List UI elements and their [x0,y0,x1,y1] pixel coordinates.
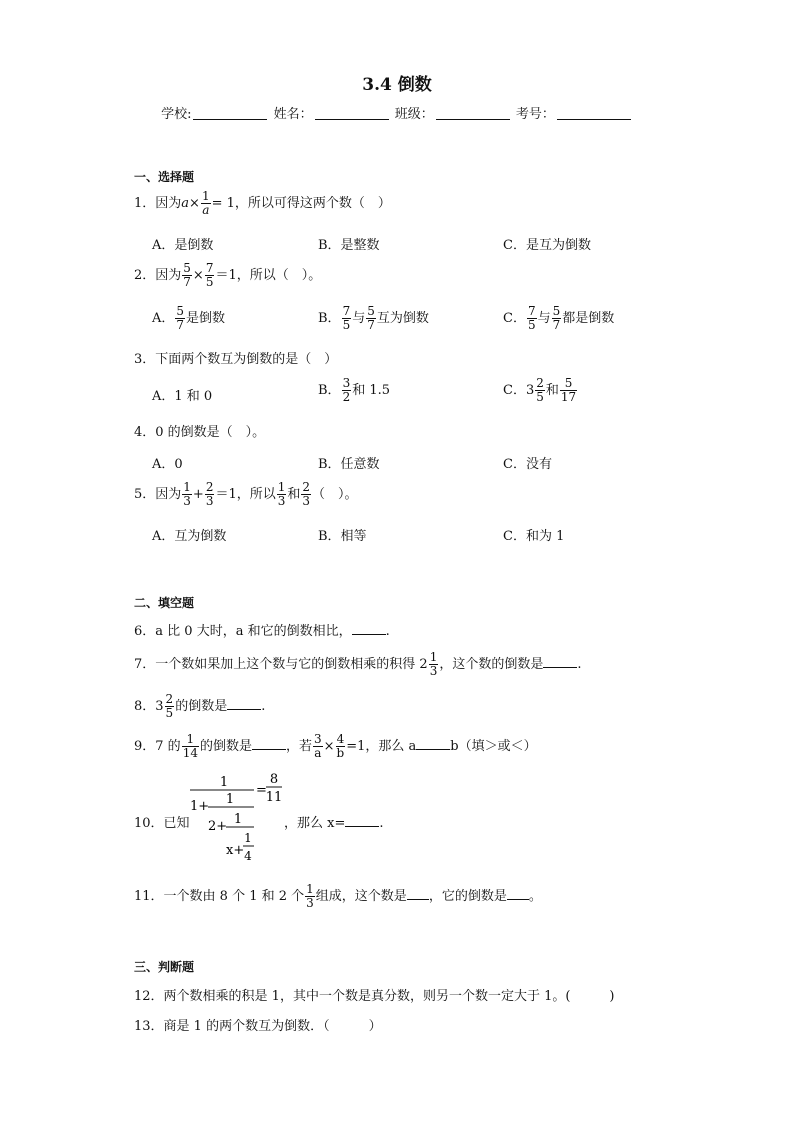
q3-b-num: 3 [342,376,351,390]
q4-option-c[interactable]: C．没有 [503,457,552,472]
q9-f3-den: b [336,746,345,760]
q10-quarter-num: 1 [244,831,252,845]
q3-c1-den: 5 [536,390,544,404]
q3-b-fraction [342,377,352,404]
q5-option-a[interactable]: A．互为倒数 [152,529,227,544]
question-6 [134,620,390,639]
question-8 [134,693,265,720]
q5-f4-num: 2 [302,480,311,494]
question-13: 13．商是 1 的两个数互为倒数．（ ） [134,1019,382,1034]
q5-option-c[interactable]: C．和为 1 [503,529,565,544]
q8-frac-den: 5 [165,706,174,720]
q5-f2-den: 3 [205,494,214,508]
q1-lead: 1．因为 [134,196,182,211]
q2-b1-num: 7 [342,304,351,318]
q9-f2-den: a [314,746,322,760]
q5-f4-den: 3 [302,494,311,508]
q11-text: 11．一个数由 8 个 1 和 2 个 [134,889,305,904]
q3-c-lead: C．3 [503,383,535,398]
q1-frac-num: 1 [201,189,210,203]
q10-mid-num: 1 [225,792,235,807]
q9-fraction-2 [313,733,323,760]
q9-fraction-3 [336,733,346,760]
q2-times: × [192,268,204,283]
school-blank[interactable] [193,107,267,120]
q1-option-a[interactable]: A．是倒数 [152,238,214,253]
q1-equals: = 1 [211,196,235,211]
q3-b-letter: B． [318,383,341,398]
q8-text: 的倒数是 [175,699,228,714]
q5-f3-den: 3 [277,494,286,508]
class-label: 班级： [394,107,434,122]
q3-c1-num: 2 [536,376,544,390]
q8-answer-blank[interactable] [227,698,261,710]
q2-b-fraction-1 [342,305,352,332]
q4-option-b[interactable]: B．任意数 [318,457,380,472]
class-blank[interactable] [436,107,510,120]
q5-f3-num: 1 [277,480,286,494]
q9-answer-blank-2[interactable] [416,738,450,750]
exam-number-blank[interactable] [557,107,631,120]
q5-fraction-2 [205,481,215,508]
question-4: 4．0 的倒数是（ ）。 [134,425,266,440]
q5-f1-num: 1 [183,480,191,494]
q3-c-fraction-2 [560,377,577,404]
q9-mid2: ，若 [285,739,312,754]
q9-times: × [323,739,335,754]
q2-b2-num: 5 [367,304,375,318]
q7-text: 7．一个数如果加上这个数与它的倒数相乘的积得 2 [134,657,428,672]
q7-frac-den: 3 [429,664,438,678]
q7-fraction [429,651,439,678]
q10-tail: ，那么 x= [284,816,346,831]
q2-tail: ＝1，所以（ ）。 [215,268,322,283]
q2-c-fraction-1 [527,305,537,332]
q11-answer-blank-2[interactable] [507,888,529,900]
q11-frac-num: 1 [306,882,314,896]
q2-b-letter: B． [318,311,341,326]
q10-top-num: 1 [219,775,229,790]
q3-b-text: 和 1.5 [352,383,391,398]
q5-plus: + [192,487,204,502]
q5-and: 和 [287,487,301,502]
exam-number-label: 考号： [515,107,555,122]
q2-a-letter: A． [152,311,175,326]
q1-frac-den: a [202,203,210,217]
q11-answer-blank-1[interactable] [407,888,429,900]
q2-a-fraction [175,305,185,332]
q7-end: . [577,657,582,672]
q2-c-text: 都是倒数 [562,311,615,326]
q2-b-fraction-2 [366,305,376,332]
question-11 [134,883,542,910]
student-info-line [0,103,794,122]
q3-c2-num: 5 [560,377,577,391]
q1-option-c[interactable]: C．是互为倒数 [503,238,591,253]
q10-inner-num: 1 [233,812,243,827]
q7-answer-blank[interactable] [543,656,577,668]
section-judge-heading: 三、判断题 [134,960,195,974]
q5-fraction-1 [182,481,192,508]
q9-mid1: 的倒数是 [199,739,252,754]
q9-f1-den: 14 [182,746,198,760]
q11-mid1: 组成，这个数是 [315,889,407,904]
q3-c-fraction-1 [535,377,545,404]
q2-lead: 2．因为 [134,268,182,283]
q2-c1-num: 7 [527,304,536,318]
q11-fraction [305,883,315,910]
question-2 [134,262,321,289]
q2-c-letter: C． [503,311,526,326]
q2-a-den: 7 [176,318,185,332]
q2-option-b[interactable] [318,305,429,332]
q9-f3-num: 4 [336,732,345,746]
q11-frac-den: 3 [306,896,314,910]
q10-tail-line [284,812,384,831]
q10-one-plus: 1+ [190,799,210,814]
q10-lead: 10．已知 [134,816,190,831]
q2-f1-den: 7 [183,275,191,289]
q1-option-b[interactable]: B．是整数 [318,238,380,253]
q5-lead: 5．因为 [134,487,182,502]
q2-option-a[interactable] [152,305,225,332]
q2-a-text: 是倒数 [186,311,226,326]
q2-b-text: 互为倒数 [376,311,429,326]
q8-fraction [165,693,175,720]
q4-option-a[interactable]: A．0 [152,457,183,472]
q2-fraction-1 [182,262,192,289]
name-blank[interactable] [315,107,389,120]
q3-c-mid: 和 [545,383,559,398]
q9-lead: 9．7 的 [134,739,181,754]
q9-mid3: =1，那么 a [346,739,417,754]
q2-c-fraction-2 [552,305,562,332]
q3-b-den: 2 [342,390,351,404]
question-7 [134,651,581,678]
q3-option-c[interactable] [503,377,578,404]
q5-f1-den: 3 [183,494,191,508]
q2-c2-num: 5 [552,304,561,318]
q1-var-a: a [181,196,190,211]
q10-result-den: 11 [265,790,283,805]
q9-f1-num: 1 [182,733,199,747]
q5-mid: ＝1，所以 [215,487,276,502]
school-label: 学校: [161,107,192,122]
q10-equals: = [256,783,267,798]
q10-answer-blank[interactable] [345,815,379,827]
q3-c2-den: 17 [560,390,577,404]
q5-option-b[interactable]: B．相等 [318,529,367,544]
q1-fraction [201,190,211,217]
q9-answer-blank-1[interactable] [252,738,286,750]
q2-f1-num: 5 [183,261,191,275]
q5-fraction-3 [277,481,287,508]
question-3: 3．下面两个数互为倒数的是（ ） [134,352,338,367]
q2-b2-den: 7 [367,318,375,332]
q11-mid2: ，它的倒数是 [428,889,507,904]
q10-x-plus: x+ [226,843,245,858]
q1-times: × [189,196,200,211]
section-choice-heading: 一、选择题 [134,170,195,184]
q2-option-c[interactable] [503,305,614,332]
q9-f2-num: 3 [314,732,322,746]
q10-two-plus: 2+ [208,819,228,834]
q2-f2-num: 7 [205,261,214,275]
q11-end: 。 [528,889,542,904]
q8-end: . [261,699,266,714]
q5-f2-num: 2 [205,480,214,494]
q7-frac-num: 1 [429,650,438,664]
q6-answer-blank[interactable] [352,623,386,635]
q8-frac-num: 2 [165,692,174,706]
q2-b-mid: 与 [352,311,366,326]
q5-fraction-4 [301,481,311,508]
q1-tail: ，所以可得这两个数（ ） [234,196,391,211]
q9-end: b（填＞或＜） [450,739,537,754]
q9-fraction-1 [182,733,199,760]
q10-quarter-den: 4 [244,849,252,863]
q6-text: 6．a 比 0 大时，a 和它的倒数相比， [134,624,352,639]
question-5 [134,481,358,508]
q2-c-mid: 与 [537,311,551,326]
q10-result-num: 8 [269,772,279,787]
q2-a-num: 5 [176,304,185,318]
q2-f2-den: 5 [205,275,214,289]
q3-option-b[interactable] [318,377,390,404]
question-12: 12．两个数相乘的积是 1，其中一个数是真分数，则另一个数一定大于 1。( ) [134,989,615,1004]
q7-mid: ，这个数的倒数是 [439,657,544,672]
q6-end: . [385,624,390,639]
q2-fraction-2 [205,262,215,289]
q2-c1-den: 5 [527,318,536,332]
name-label: 姓名： [273,107,313,122]
q10-continued-fraction [186,770,286,868]
section-fill-heading: 二、填空题 [134,596,195,610]
question-9 [134,733,537,760]
q8-lead: 8．3 [134,699,164,714]
q10-end: . [379,816,384,831]
q5-tail: （ ）。 [312,487,358,502]
q2-c2-den: 7 [552,318,561,332]
q2-b1-den: 5 [342,318,351,332]
page-title: 3.4 倒数 [362,75,432,95]
q3-option-a[interactable]: A．1 和 0 [152,389,213,404]
question-1 [134,190,391,217]
